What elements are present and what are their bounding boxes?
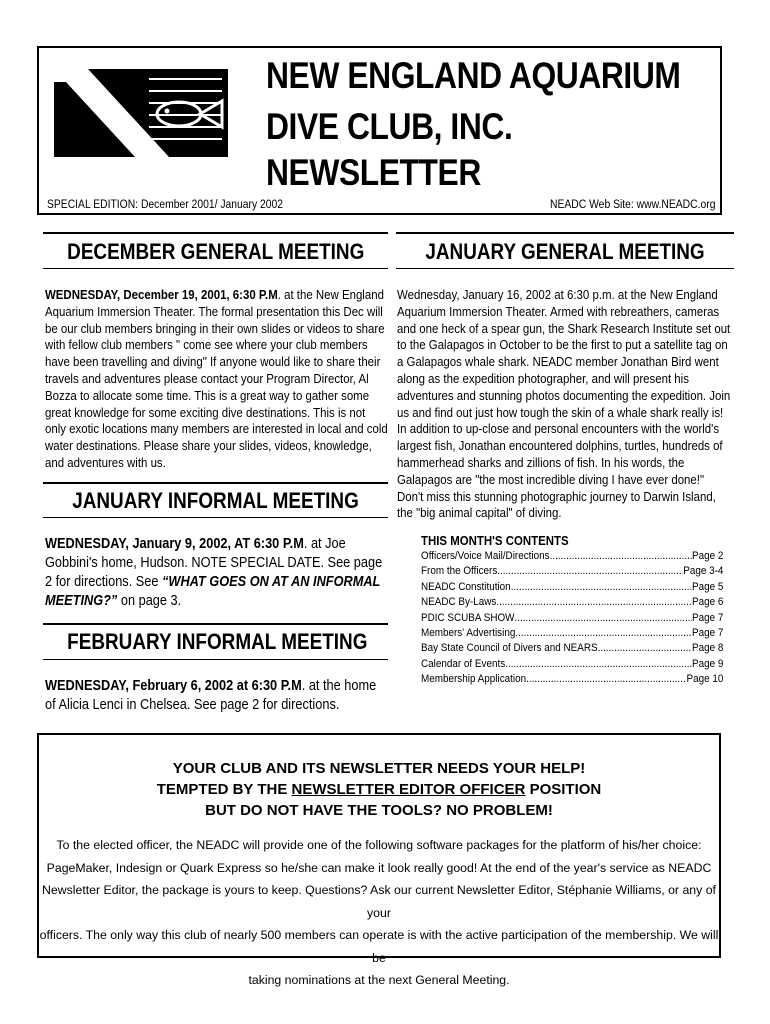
dive-flag-fish-icon <box>54 69 228 157</box>
club-logo <box>54 69 228 157</box>
dec-meeting-heading: DECEMBER GENERAL MEETING <box>67 239 365 264</box>
contents-item[interactable]: Members' Advertising ..... Page 7 <box>421 626 723 641</box>
website-link[interactable]: www.NEADC.org <box>636 199 716 211</box>
jan-informal-tail: on page 3. <box>117 593 182 609</box>
help-body-line: Newsletter Editor, the package is yours to keep. Questions? Ask our current Newsletter Editor, Stéphanie Williams, or any of your <box>42 883 716 920</box>
feb-informal-heading: FEBRUARY INFORMAL MEETING <box>67 629 368 654</box>
contents-item[interactable]: Officers/Voice Mail/Directions ..... Page 2 <box>421 549 723 564</box>
jan-general-heading: JANUARY GENERAL MEETING <box>425 239 705 264</box>
feb-informal-date: WEDNESDAY, February 6, 2002 at 6:30 P.M <box>45 678 302 694</box>
help-body <box>37 834 721 992</box>
edition-label: SPECIAL EDITION: December 2001/ January 2002 <box>47 199 284 211</box>
divider <box>43 482 388 484</box>
website-line <box>550 199 715 211</box>
help-body-line: taking nominations at the next General Meeting. <box>248 973 510 987</box>
help-body-line: To the elected officer, the NEADC will provide one of the following software packages for the platform of his/her choice: <box>56 838 702 852</box>
jan-informal-body: . at Joe Gobbini's home, Hudson. NOTE SPECIAL DATE. See page 2 for directions. See <box>45 536 383 590</box>
feb-informal-body: . at the home of Alicia Lenci in Chelsea. See page 2 for directions. <box>45 678 377 713</box>
website-label: NEADC Web Site: <box>550 199 637 211</box>
contents-list <box>421 549 757 688</box>
help-line-3: BUT DO NOT HAVE THE TOOLS? NO PROBLEM! <box>205 802 553 819</box>
informal-meeting-reference: “WHAT GOES ON AT AN INFORMAL MEETING?” <box>45 574 381 609</box>
contents-item[interactable]: Membership Application ..... Page 10 <box>421 672 723 687</box>
divider <box>43 623 388 625</box>
dec-meeting-date: WEDNESDAY, December 19, 2001, 6:30 P.M <box>45 287 278 302</box>
contents-item[interactable]: PDIC SCUBA SHOW ..... Page 7 <box>421 611 723 626</box>
divider <box>396 268 734 269</box>
help-line-2: TEMPTED BY THE NEWSLETTER EDITOR OFFICER POSITION <box>156 781 602 798</box>
divider <box>43 232 388 234</box>
jan-general-text: Wednesday, January 16, 2002 at 6:30 p.m. at the New England Aquarium Immersion Theater. Armed with rebreathers, cameras and one heck of a spear gun, the Shark Research Institute set out to the Galapagos in October to be the first to put a satellite tag on a Galapagos whale shark. NEADC member Jonathan Bird went along as the expedition photographer, and will present his adventures and stunning photos documenting the expedition. Join us and find out just how tough the skin of a whale shark really is! In addition to up-close and personal encounters with the world's largest fish, Jonathan encountered dolphins, turtles, hundreds of hammerhead sharks and zillions of fish. In his words, the Galapagos are "the most incredible diving I have ever done!" Don't miss this stunning photographic journey to Darwin Island, the "big animal capital" of diving. <box>397 287 731 521</box>
contents-item[interactable]: NEADC Constitution ..... Page 5 <box>421 580 723 595</box>
divider <box>43 268 388 269</box>
contents-item[interactable]: NEADC By-Laws ..... Page 6 <box>421 595 723 610</box>
help-body-line: officers. The only way this club of nearly 500 members can operate is with the active participation of the membership. We will be <box>39 928 719 965</box>
feb-informal-text <box>45 677 388 715</box>
help-line-1: YOUR CLUB AND ITS NEWSLETTER NEEDS YOUR HELP! <box>172 760 586 777</box>
jan-informal-heading: JANUARY INFORMAL MEETING <box>72 488 359 513</box>
dec-meeting-body: . at the New England Aquarium Immersion Theater. The formal presentation this Dec will be our club members bringing in their own slides or videos to share with fellow club members " come see where your club members have been travelling and diving" If anyone would like to share their travels and adventures please contact your Program Director, Al Bozza to allocate some time. This is a great way to gather some great knowledge for some exciting dive destinations. This is not only exotic locations many members are interested in local and cold water destinations. Please share your slides, videos, knowledge, and adventures with us. <box>45 287 388 470</box>
contents-item[interactable]: From the Officers ..... Page 3-4 <box>421 564 723 579</box>
editor-officer-position: NEWSLETTER EDITOR OFFICER <box>291 781 526 798</box>
contents-title: THIS MONTH'S CONTENTS <box>421 533 569 548</box>
contents-item[interactable]: Bay State Council of Divers and NEARS ..... Page 8 <box>421 641 723 656</box>
jan-informal-date: WEDNESDAY, January 9, 2002, AT 6:30 P.M <box>45 536 304 552</box>
newsletter-title-line-1: NEW ENGLAND AQUARIUM <box>266 55 681 96</box>
help-headline <box>37 758 721 821</box>
divider <box>43 517 388 518</box>
jan-informal-text <box>45 535 388 611</box>
divider <box>396 232 734 234</box>
contents-item[interactable]: Calendar of Events ..... Page 9 <box>421 657 723 672</box>
divider <box>43 659 388 660</box>
dec-meeting-text <box>45 287 388 472</box>
help-body-line: PageMaker, Indesign or Quark Express so he/she can make it look really good! At the end of the year's service as NEADC <box>46 860 712 875</box>
newsletter-title-line-3: NEWSLETTER <box>266 152 481 193</box>
newsletter-title-line-2: DIVE CLUB, INC. <box>266 106 513 147</box>
